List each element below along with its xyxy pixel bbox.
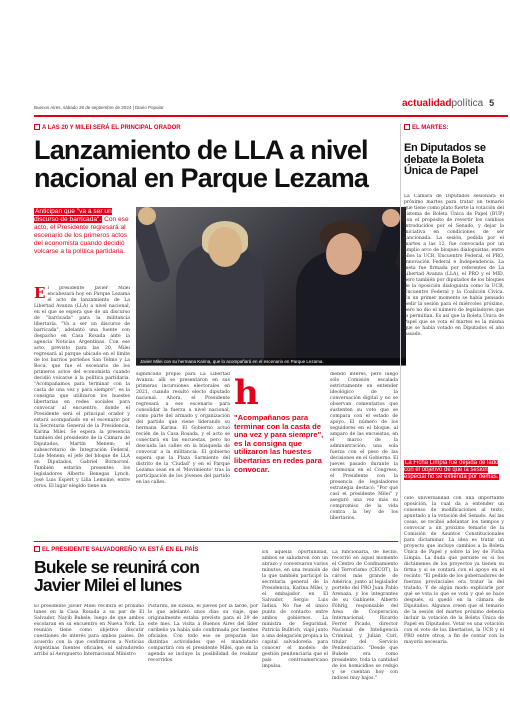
photo-head-milei <box>326 233 362 275</box>
dateline: Buenos Aires, sábado 28 de septiembre de 2024 | Diario Popular <box>34 105 164 110</box>
sidebar-headline: En Diputados se debate la Boleta Única de Papel <box>404 142 486 177</box>
decorative-big-letter: h <box>234 373 259 413</box>
second-column-3: En aquella oportunidad, ambos se saludaron con un abrazo y conversaron varios minutos, en una reunión de la que también participó la secretaria general de la Presidencia, Karina Milei, y el embajador en El Salvador, Sergio Luis Iadisa. No fue el único punto de contacto entre ambos gobiernos. La ministra de Seguridad, Patricia Bullrich, viajó junto a una delegación propia a la capital salvadoreña para conocer el modelo de gestión penitenciaria que el país centroamericano impulsa. <box>262 550 328 669</box>
sidebar-kicker <box>404 124 449 131</box>
second-headline-line2: Javier Milei el lunes <box>34 574 182 595</box>
main-headline-line2: nacional en Parque Lezama <box>34 162 369 193</box>
main-pull-quote <box>34 208 130 256</box>
header-rule <box>34 115 508 117</box>
main-column-1 <box>34 286 130 536</box>
sidebar-pull-quote <box>404 460 504 482</box>
second-kicker <box>34 546 198 553</box>
sidebar-column-2: cido universalidad con una importante oposición, la cual da a entender un consenso de modificaciones al texto, apuntado a la votación del Senado. Así las cosas, se recibió adelantar los tiempos y convocar a un próximo temario de la Comisión de Asuntos Constitucionales para dictaminar. La idea es tratar un proyecto que incluye cambios a la Boleta Única de Papel y sobre la ley de Ficha Limpia. La duda que persiste es si los dictámenes de los proyectos ya tienen su firma y si se contará con el apoyo en el recinto. "El pedido de los gobernadores de fuerzas provinciales era tratar la del tratado. Y de algún modo explicarle por qué se vota lo que se vota y qué se hace después, si quedó en la cámara de Diputados. Algunos creen que el temario de la sesión del martes próximo debería incluir la votación de la Boleta Única de Papel en Diputados. Votar es una votación con el voto de los libertarios, la UCR y el PRO entre otros, a fin de contar con la mayoría necesaria. <box>404 496 504 645</box>
second-headline-line1: Bukele se reunirá con <box>34 557 200 577</box>
section-sub: política <box>451 98 484 109</box>
sidebar-kicker-text: EL MARTES: <box>412 125 449 131</box>
page-number: 5 <box>489 98 495 108</box>
pull-quote-highlight: Anticipan que "va a ser un discurso de barricada". <box>34 208 112 223</box>
second-column-2: Pistarini, de Ezeiza, el jueves por la tarde, por lo que adelantó unos días su viaje, que originalmente estaba previsto para el 29 de este mes. La visita a Buenos Aires del líder caribeño ya había sido confirmada por fuentes oficiales. Con todo eso se preparan las distintas actividades que el mandatario compartirá con el presidente Milei, que en la agenda se incluye la posibilidad de realizar recorridos. <box>148 604 258 663</box>
main-quote: "Acompañanos para terminar con la casta de una vez y para siempre", es la consigna que utilizaron las huestes libertarias en redes para convocar. <box>234 413 324 474</box>
pull-quote-rest: Con ese acto, el Presidente regresará al escenario de los primeros actos del economista cuando decidió volcarse a la política partidaria. <box>34 216 129 255</box>
sidebar-pull-highlight: La Ficha Limpia fue dejada de lado con el objetivo de que la sesión especial no se extienda por demás. <box>404 460 499 481</box>
section-name: actualidad <box>402 98 452 109</box>
second-column-4: La funcionaria, de hecho, recorrió en aquel momento el Centro de Confinamiento del Terrorismo (CECOT), la cárcel más grande de América, junto al legislador porteño del PRO Juan Pablo Arenaza, y los integrantes de su Gabinete, Alberto Föhrig, responsable del Área de Cooperación Internacional, Ricardo Ferrer Picado, director Nacional de Inteligencia Criminal, y Julián Curi, titular del Servicio Penitenciario. "Desde que Bukele era como presidente, toda la cantidad de los homicidios se redujo y se cuentan hoy con índices muy bajos." <box>332 550 398 681</box>
main-col1-text: l presidente Javier Milei encabezará hoy en Parque Lezama el acto de lanzamiento de La Libertad Avanza (LLA) a nivel nacional, en el que se espera que dé un discurso de "barricada" para la militancia libertaria. "Va a ser un discurso de barricada", adelantó una fuente con despacho en Casa Rosada ante la agencia Noticias Argentinas. Con ese acto, previsto para las 20, Milei regresará al parque ubicado en el límite de los barrios porteños San Telmo y La Boca, que fue el escenario de los primeros actos del economista cuando decidió volcarse a la política partidaria. "Acompañamos para terminar con la casta de una vez y para siempre", es la consigna que utilizaron los huestes libertarias en redes sociales para convocar al encuentro, donde el Presidente será el principal orador y estará acompañado en el escenario por la Secretaria General de la Presidencia, Karina Milei. Se espera la presencia también del presidente de la Cámara de Diputados, Martín Menem; el subsecretario de Integración Federal, Lule Menem; el jefe del bloque de LLA en Diputados, Gabriel Bornoroni. También estarán presentes los legisladores Alberto Benegas Lynch, José Luis Espert y Lilia Lemoine, entre otros. El lugar elegido tiene un <box>34 286 130 489</box>
sidebar-kicker-square-icon <box>404 124 410 130</box>
sidebar-divider <box>400 124 401 544</box>
photo-head-karina <box>208 227 242 267</box>
main-column-3: diendo interés, pero luego sólo Comisión escalada estrictamente en entender ideológico de la conversación digital y no se observan comentarios que sustenten su voto que se compara con el estado de apoyo. El número de los seguidores en el bloque, al amparo de las encuestas, en el marco de la administración, una sola fuerza con el peso de las decisiones en el Gobierno. El jueves pasado durante la ceremonia en el Congreso, el Presidente con la presencia de legisladores estrategia destacó: "Por qué casi el presidente Milei" y aseguró una vez más su compromiso de la vida contra la ley de los libertarios. <box>330 372 398 521</box>
second-kicker-square-icon <box>34 546 40 552</box>
main-photo <box>136 207 406 365</box>
photo-hand-right <box>382 209 400 227</box>
sidebar-column-1: La Cámara de Diputados sesionará el próximo martes para tratar un temario que tiene como plato fuerte la votación del sistema de Boleta Única de Papel (BUP) con el propósito de revertir los cambios introducidos por el Senado, y dejar la iniciativa en condiciones de ser sancionada. La sesión, pedida por el martes a las 12, fue convocada por un amplio arco de bloques dialoguistas, entre ellos la UCR, Encuentro Federal, el PRO, Innovación Federal e Independencia. La meta fue firmada por referentes de La Libertad Avanza (LLA), el PRO y el MID, pero también por diputados de los bloques de la oposición dialoguista como la UCR, Encuentro Federal y la Coalición Cívica. En un primer momento se había pensado pedir la sesión para el miércoles próximo, pero no dio el número de legisladores que lo permitían. Es así que la Boleta Única de Papel que se vota el martes es la misma que se había votado en Diputados el año pasado. <box>404 194 504 337</box>
main-headline <box>34 137 400 192</box>
second-story-rule <box>34 541 398 542</box>
photo-hand-left <box>138 207 156 225</box>
section-brand <box>402 98 494 109</box>
main-headline-line1: Lanzamiento de LLA a nivel <box>34 135 368 165</box>
photo-caption: Javier Milei con su hermana Karina, que lo acompañará en el escenario en Parque Lezama. <box>136 358 406 366</box>
main-kicker-text: A LAS 20 Y MILEI SERÁ EL PRINCIPAL ORADOR <box>42 125 181 131</box>
main-dropcap: E <box>34 286 46 302</box>
second-column-1: El presidente Javier Milei recibirá el próximo lunes en la Casa Rosada a su par de El Salvador, Nayib Bukele, luego de que ambos escolaran en su encuentro en Nueva York. La reunión tiene como objetivo discutir cuestiones de interés para ambos países. De acuerdo con la que confirmaron a Noticias Argentinas fuentes oficiales, el salvadoreño arribó al Aeropuerto Internacional Ministro <box>34 604 144 657</box>
main-kicker <box>34 124 181 131</box>
second-headline <box>34 559 260 595</box>
second-kicker-text: EL PRESIDENTE SALVADOREÑO YA ESTÁ EN EL PAÍS <box>42 547 199 553</box>
kicker-square-icon <box>34 124 40 130</box>
main-column-2: significado propio para La Libertad Avanza: allí se presentaron en sus primeras incursiones electorales en 2021, cuando resultó electo diputado nacional. Ahora, el Presidente regresará a ese escenario para consolidar la fuerza a nivel nacional, como parte del armado y organización del partido que viene liderando su hermana Karina. El Gobierno actuó recién de la Casa Rosada, y el acto se conectará en las encuestas, pero no descuida las calles en la búsqueda de convocar a la militancia. El gobierno espera que la Plaza Sarmiento del distrito de la 'Ciudad' y en el Parque Lezama sean en el 'Movimiento' tras la participación de los jóvenes del partido en las calles. <box>136 372 230 485</box>
